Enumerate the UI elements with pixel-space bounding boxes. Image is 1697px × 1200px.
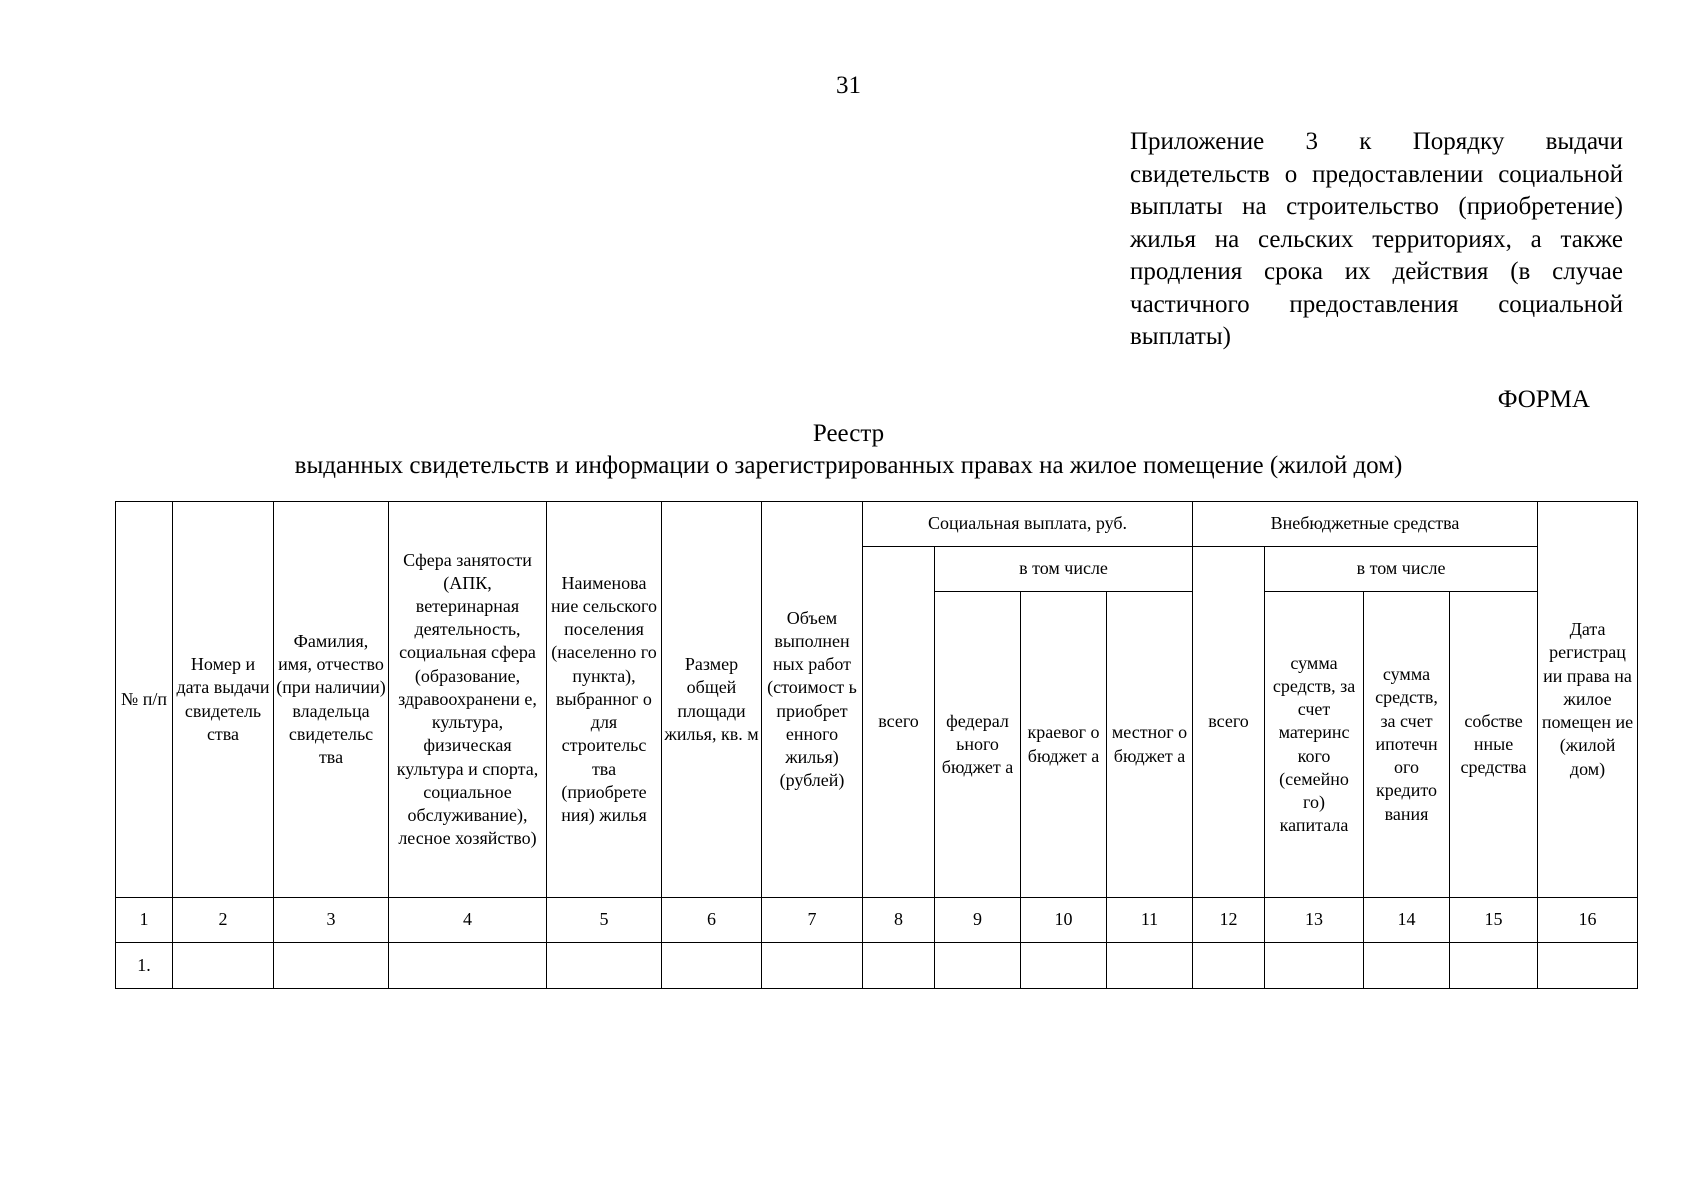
- header-local-budget: местног о бюджет а: [1107, 592, 1193, 898]
- column-number: 6: [662, 898, 762, 943]
- table-cell: [547, 943, 662, 989]
- header-certificate-number-date: Номер и дата выдачи свидетель ства: [173, 502, 274, 898]
- header-mortgage: сумма средств, за счет ипотечн ого кредито вания: [1364, 592, 1450, 898]
- column-number: 8: [863, 898, 935, 943]
- header-social-including: в том числе: [935, 547, 1193, 592]
- column-number: 5: [547, 898, 662, 943]
- table-cell: [863, 943, 935, 989]
- column-number: 16: [1538, 898, 1638, 943]
- column-number: 13: [1265, 898, 1364, 943]
- header-own-funds: собстве нные средства: [1450, 592, 1538, 898]
- column-number: 14: [1364, 898, 1450, 943]
- header-owner-name: Фамилия, имя, отчество (при наличии) владельца свидетельс тва: [274, 502, 389, 898]
- table-row: [116, 943, 1638, 989]
- appendix-note: Приложение 3 к Порядку выдачи свидетельств о предоставлении социальной выплаты на строительство (приобретение) жилья на сельских территориях, а также продления срока их действия (в случае частичного предоставления социальной выплаты): [1130, 128, 1623, 350]
- table-cell: [762, 943, 863, 989]
- table-cell: [1364, 943, 1450, 989]
- row-number-cell: 1.: [116, 943, 173, 989]
- page-number: 31: [836, 72, 861, 99]
- column-number: 10: [1021, 898, 1107, 943]
- column-number: 12: [1193, 898, 1265, 943]
- column-number: 15: [1450, 898, 1538, 943]
- header-extra-total: всего: [1193, 547, 1265, 898]
- form-label: ФОРМА: [1497, 386, 1590, 413]
- column-number: 7: [762, 898, 863, 943]
- header-maternal-capital: сумма средств, за счет материнс кого (семейно го) капитала: [1265, 592, 1364, 898]
- registry-table: [115, 501, 1638, 989]
- document-title: [0, 418, 1697, 482]
- header-registration-date: Дата регистрац ии права на жилое помещен ие (жилой дом): [1538, 502, 1638, 898]
- table-cell: [173, 943, 274, 989]
- table-cell: [1107, 943, 1193, 989]
- table-cell: [1021, 943, 1107, 989]
- header-social-total: всего: [863, 547, 935, 898]
- header-row-number: № п/п: [116, 502, 173, 898]
- table-cell: [389, 943, 547, 989]
- table-cell: [1265, 943, 1364, 989]
- table-cell: [1538, 943, 1638, 989]
- header-employment-sphere: Сфера занятости (АПК, ветеринарная деятельность, социальная сфера (образование, здравоохранени е, культура, физическая культура и спорта, социальное обслуживание), лесное хозяйство): [389, 502, 547, 898]
- header-regional-budget: краевог о бюджет а: [1021, 592, 1107, 898]
- table-cell: [1450, 943, 1538, 989]
- column-number: 9: [935, 898, 1021, 943]
- column-number: 3: [274, 898, 389, 943]
- header-work-volume: Объем выполнен ных работ (стоимост ь приобрет енного жилья) (рублей): [762, 502, 863, 898]
- column-number: 11: [1107, 898, 1193, 943]
- header-social-payment: Социальная выплата, руб.: [863, 502, 1193, 547]
- header-extra-including: в том числе: [1265, 547, 1538, 592]
- header-settlement-name: Наименова ние сельского поселения (населенно го пункта), выбранног о для строительс тва (приобрете ния) жилья: [547, 502, 662, 898]
- table-cell: [274, 943, 389, 989]
- table-cell: [662, 943, 762, 989]
- column-number: 1: [116, 898, 173, 943]
- column-number: 2: [173, 898, 274, 943]
- table-cell: [1193, 943, 1265, 989]
- column-number: 4: [389, 898, 547, 943]
- title-line-1: Реестр: [812, 420, 885, 447]
- title-line-2: выданных свидетельств и информации о зарегистрированных правах на жилое помещение (жилой дом): [294, 452, 1403, 479]
- header-living-area: Размер общей площади жилья, кв. м: [662, 502, 762, 898]
- header-extra-budget: Внебюджетные средства: [1193, 502, 1538, 547]
- header-federal-budget: федерал ьного бюджет а: [935, 592, 1021, 898]
- table-cell: [935, 943, 1021, 989]
